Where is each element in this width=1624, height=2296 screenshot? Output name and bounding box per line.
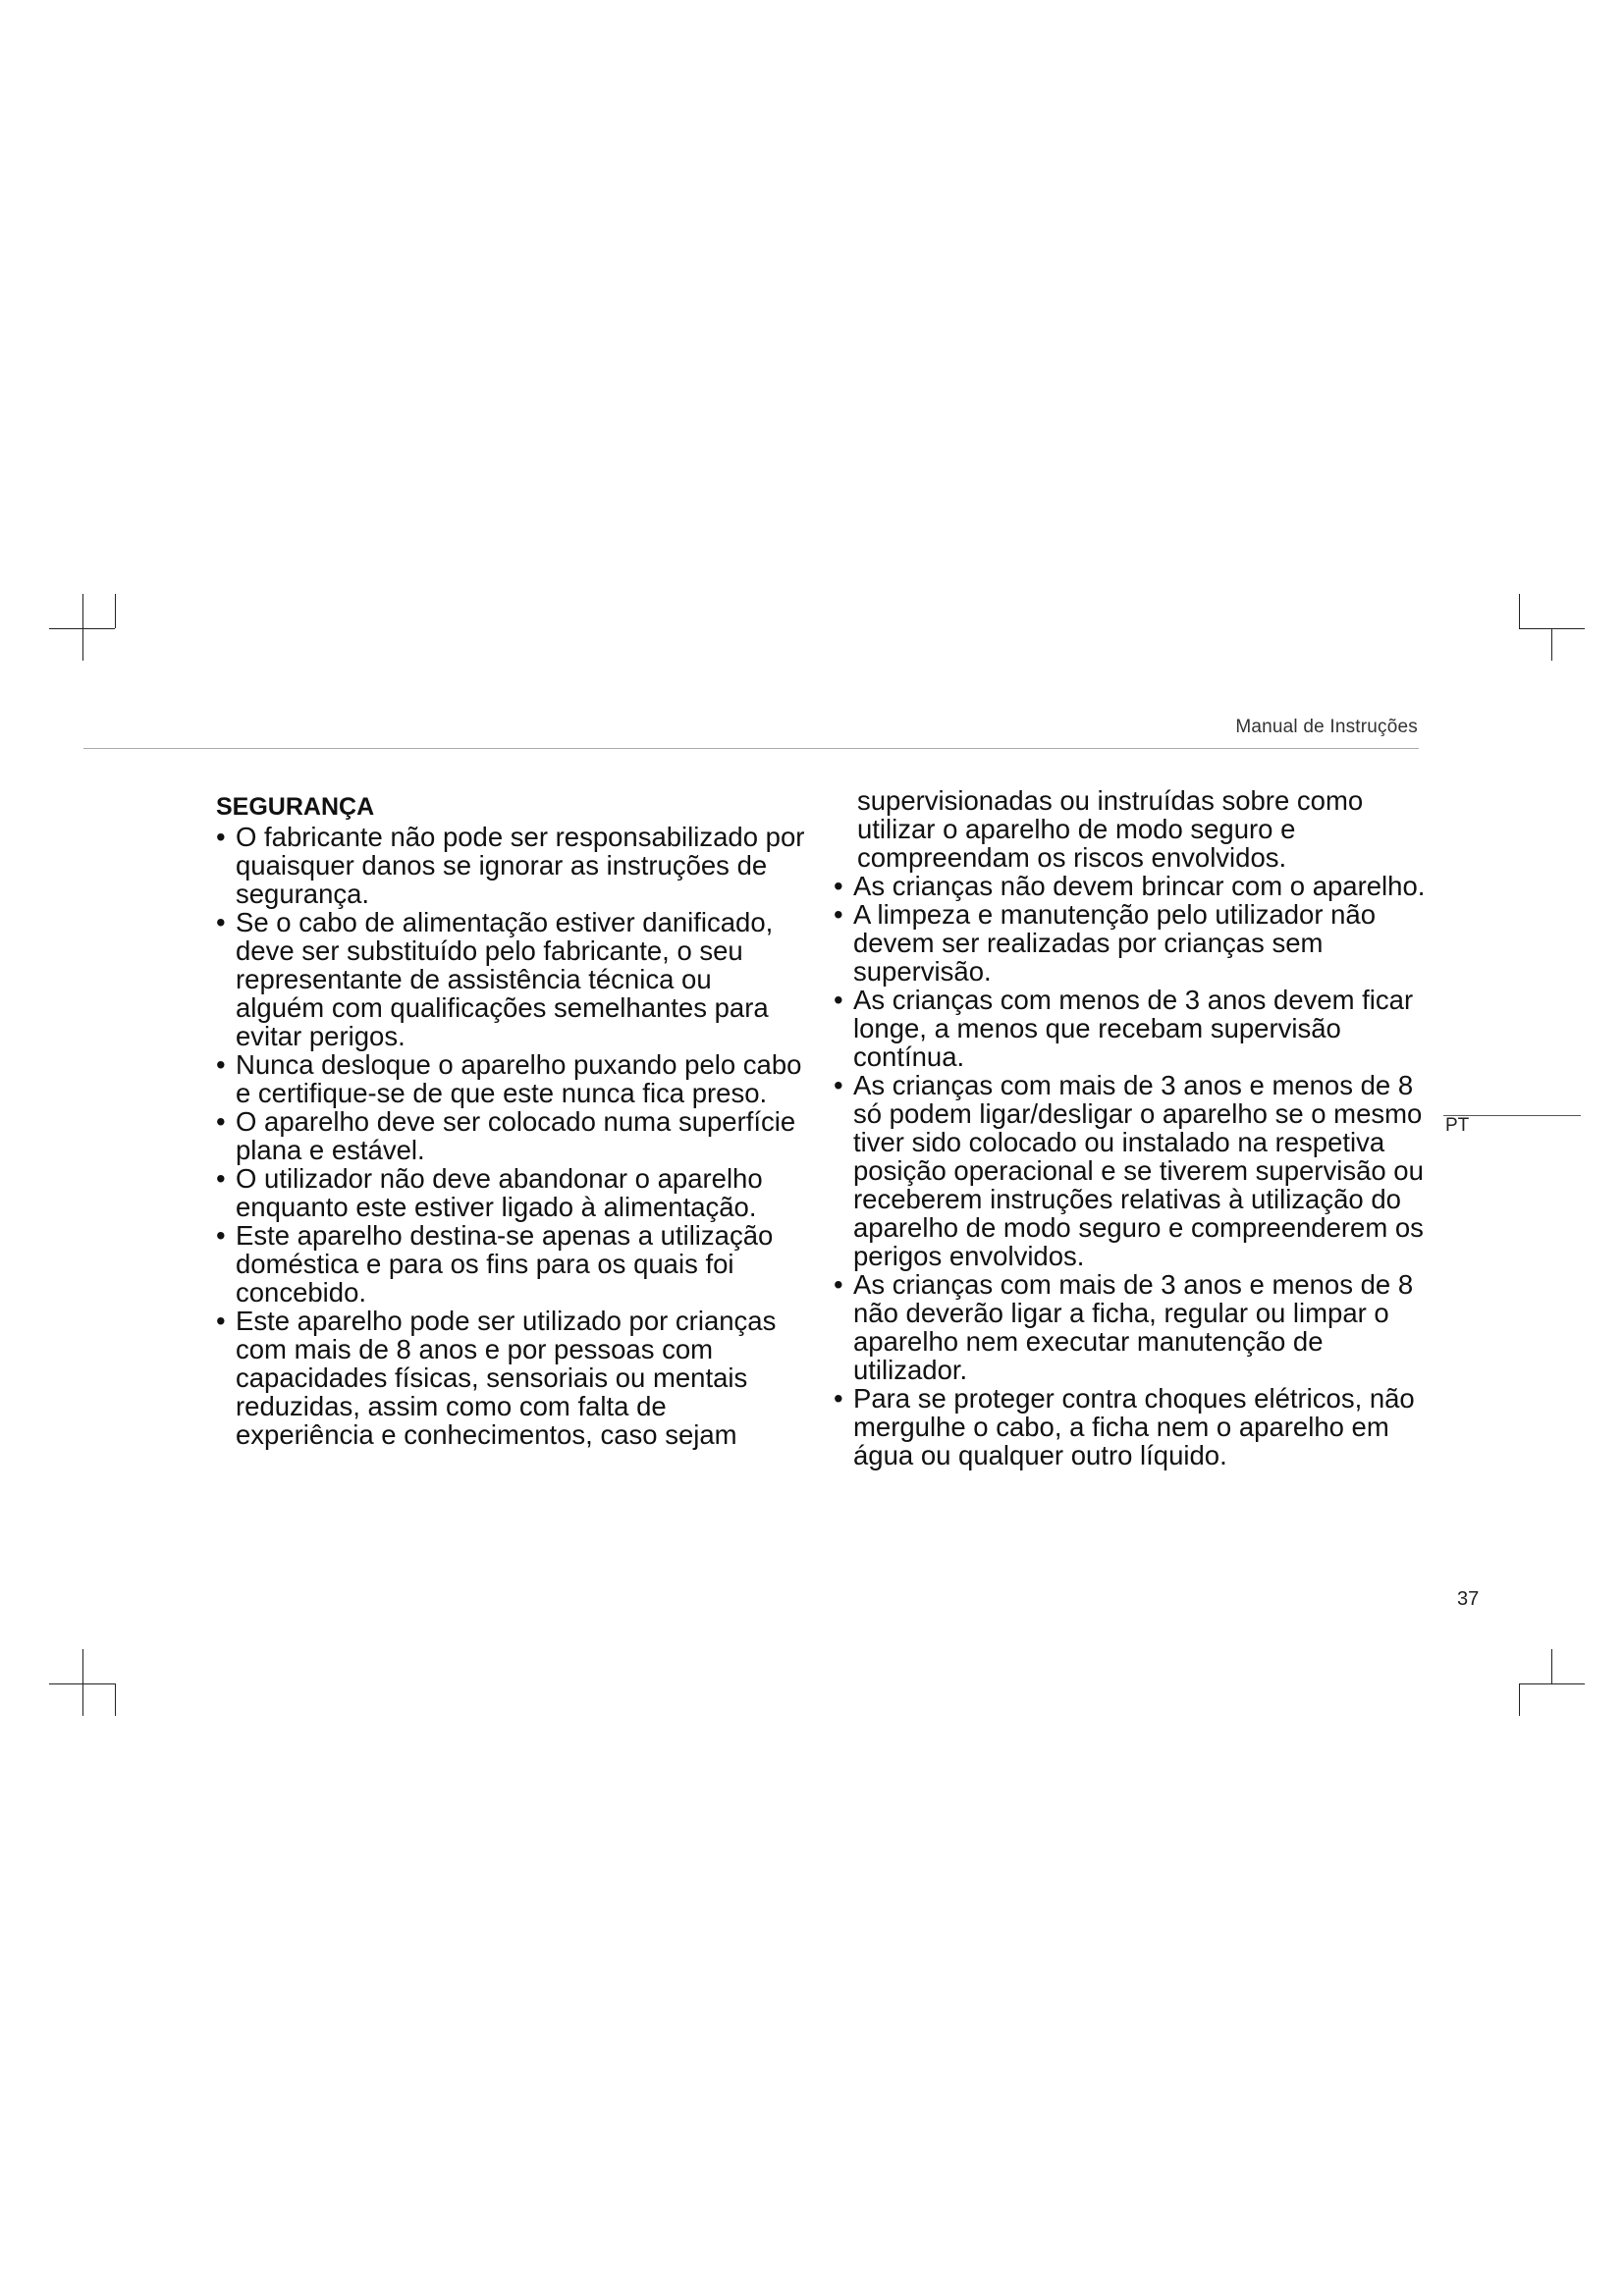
list-item: • O utilizador não deve abandonar o aparelho enquanto este estiver ligado à alimentação. — [216, 1164, 805, 1221]
continued-text: supervisionadas ou instruídas sobre como utilizar o aparelho de modo seguro e compreendam os riscos envolvidos. — [857, 785, 1364, 873]
list-item: • Este aparelho destina-se apenas a utilização doméstica e para os fins para os quais foi concebido. — [216, 1221, 805, 1307]
left-column — [216, 791, 805, 1449]
right-column — [834, 786, 1433, 1469]
list-item: • Se o cabo de alimentação estiver danificado, deve ser substituído pelo fabricante, o seu representante de assistência técnica ou alguém com qualificações semelhantes para evitar perigos. — [216, 908, 805, 1050]
list-item: • Para se proteger contra choques elétricos, não mergulhe o cabo, a ficha nem o aparelho em água ou qualquer outro líquido. — [834, 1384, 1433, 1469]
list-item: • A limpeza e manutenção pelo utilizador não devem ser realizadas por crianças sem supervisão. — [834, 900, 1433, 986]
list-item: • O aparelho deve ser colocado numa superfície plana e estável. — [216, 1107, 805, 1164]
language-tag: PT — [1445, 1115, 1470, 1136]
safety-list-left — [216, 823, 805, 1449]
list-item: • As crianças com mais de 3 anos e menos de 8 não deverão ligar a ficha, regular ou limpar o aparelho nem executar manutenção de utilizador. — [834, 1270, 1433, 1384]
list-item: • O fabricante não pode ser responsabilizado por quaisquer danos se ignorar as instruções de segurança. — [216, 823, 805, 908]
list-item: • As crianças não devem brincar com o aparelho. — [834, 872, 1433, 900]
section-title: SEGURANÇA — [216, 793, 375, 821]
header-title: Manual de Instruções — [1235, 717, 1418, 737]
list-item: • Este aparelho pode ser utilizado por crianças com mais de 8 anos e por pessoas com capacidades físicas, sensoriais ou mentais reduzidas, assim como com falta de experiência e conhecimentos, caso sejam — [216, 1307, 805, 1449]
safety-list-right — [834, 872, 1433, 1469]
list-item: • As crianças com menos de 3 anos devem ficar longe, a menos que recebam supervisão contínua. — [834, 986, 1433, 1071]
list-item: • As crianças com mais de 3 anos e menos de 8 só podem ligar/desligar o aparelho se o mesmo tiver sido colocado ou instalado na respetiva posição operacional e se tiverem supervisão ou receberem instruções relativas à utilização do aparelho de modo seguro e compreenderem os perigos envolvidos. — [834, 1071, 1433, 1270]
header-divider — [83, 748, 1419, 749]
page-number: 37 — [1457, 1588, 1480, 1610]
list-item: • Nunca desloque o aparelho puxando pelo cabo e certifique-se de que este nunca fica preso. — [216, 1050, 805, 1107]
